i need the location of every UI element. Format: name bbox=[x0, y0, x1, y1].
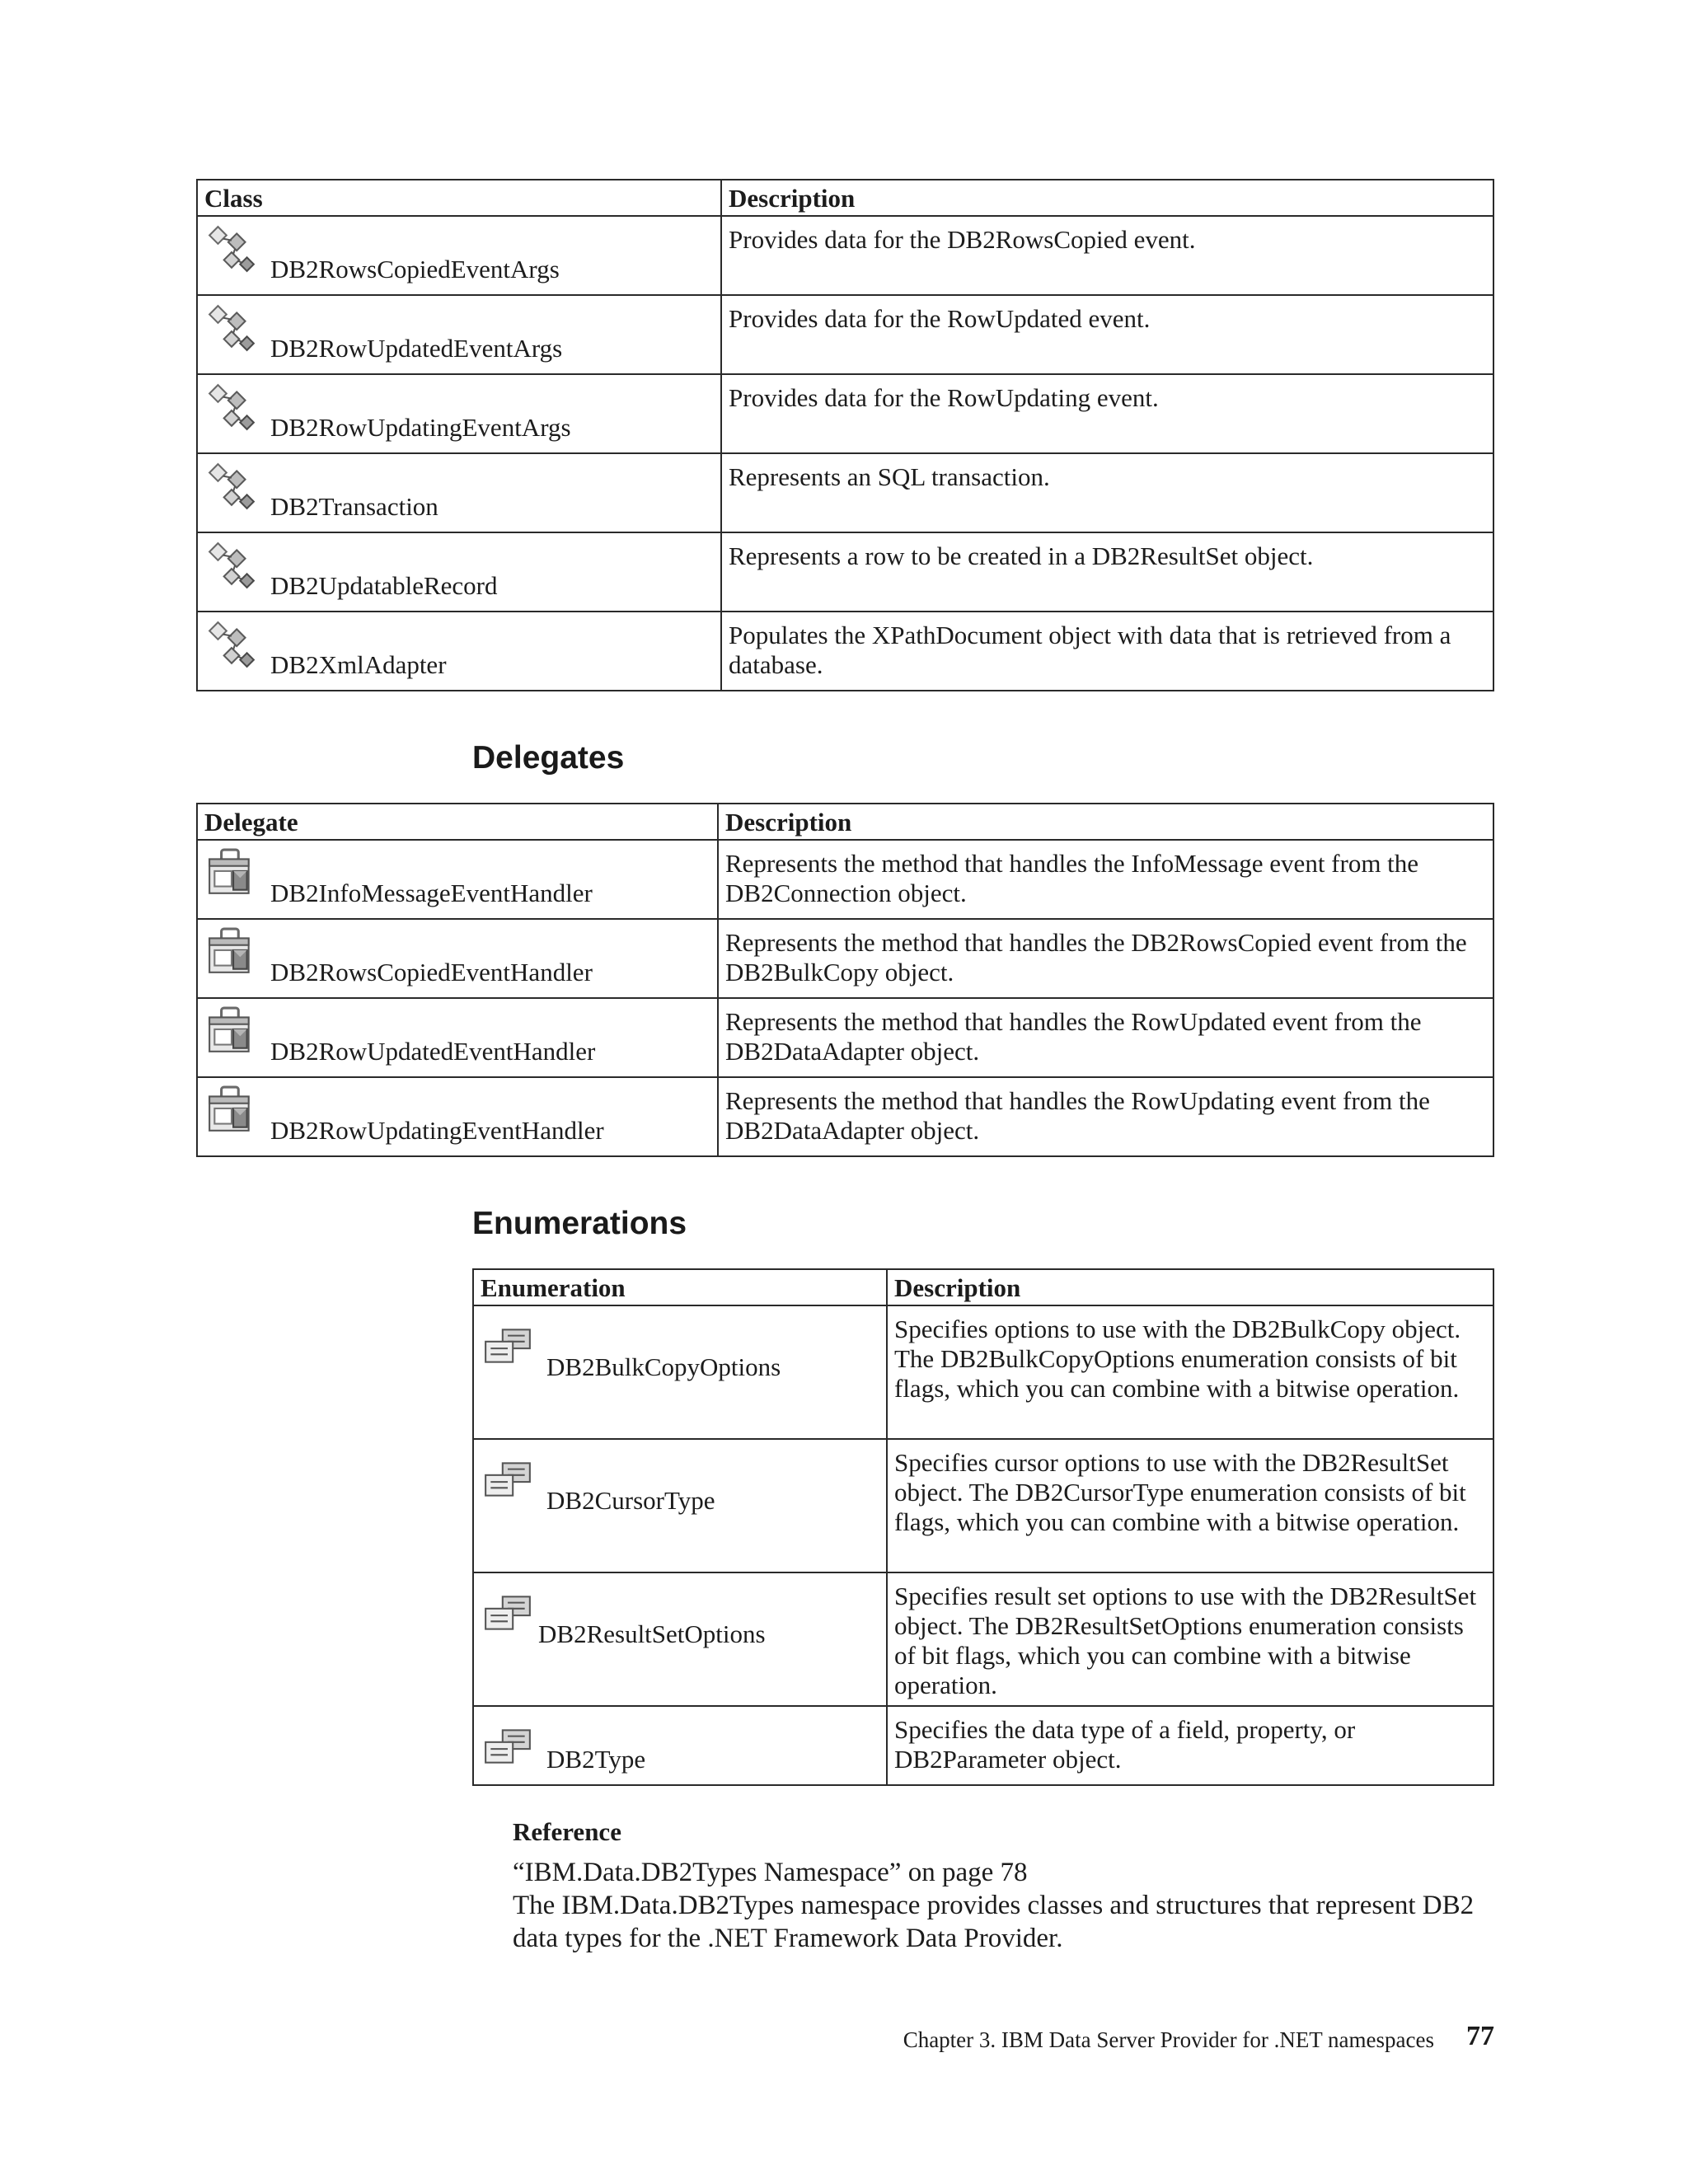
enumeration-icon bbox=[482, 1326, 533, 1366]
class-name-cell bbox=[197, 612, 721, 691]
class-icon bbox=[206, 461, 257, 512]
enumeration-description: Specifies options to use with the DB2BulkCopy object. The DB2BulkCopyOptions enumeration consists of bit flags, which you can combine with a bitwise operation. bbox=[887, 1305, 1493, 1439]
table-row bbox=[197, 216, 1493, 295]
table-row bbox=[197, 998, 1493, 1077]
enumeration-description: Specifies result set options to use with the DB2ResultSet object. The DB2ResultSetOptions enumeration consists of bit flags, which you can combine with a bitwise operation. bbox=[887, 1572, 1493, 1706]
class-table bbox=[196, 179, 1494, 691]
class-description: Provides data for the DB2RowsCopied event. bbox=[721, 216, 1493, 295]
table-row bbox=[197, 295, 1493, 374]
class-header: Class bbox=[197, 180, 721, 216]
class-name[interactable]: DB2XmlAdapter bbox=[270, 650, 447, 679]
table-row bbox=[197, 453, 1493, 532]
reference-heading: Reference bbox=[513, 1817, 621, 1846]
class-icon bbox=[206, 540, 257, 591]
enumeration-name[interactable]: DB2CursorType bbox=[546, 1486, 715, 1515]
table-row bbox=[197, 840, 1493, 919]
table-row bbox=[473, 1439, 1493, 1572]
class-name[interactable]: DB2RowsCopiedEventArgs bbox=[270, 255, 560, 284]
enumeration-header: Enumeration bbox=[473, 1269, 887, 1305]
table-header-row bbox=[197, 804, 1493, 840]
table-header-row bbox=[197, 180, 1493, 216]
class-name[interactable]: DB2Transaction bbox=[270, 492, 438, 521]
table-row bbox=[473, 1706, 1493, 1785]
class-name-cell bbox=[197, 374, 721, 453]
class-name[interactable]: DB2RowUpdatingEventArgs bbox=[270, 413, 571, 442]
class-icon bbox=[206, 302, 257, 354]
delegate-header: Delegate bbox=[197, 804, 718, 840]
class-name-cell bbox=[197, 216, 721, 295]
page-number: 77 bbox=[1466, 2021, 1494, 2051]
delegate-name[interactable]: DB2RowUpdatingEventHandler bbox=[270, 1116, 604, 1145]
delegates-heading: Delegates bbox=[472, 740, 625, 776]
enumeration-icon bbox=[482, 1460, 533, 1499]
table-header-row bbox=[473, 1269, 1493, 1305]
class-description: Represents an SQL transaction. bbox=[721, 453, 1493, 532]
enumeration-name[interactable]: DB2Type bbox=[546, 1745, 646, 1774]
table-row bbox=[197, 612, 1493, 691]
delegate-description: Represents the method that handles the DB2RowsCopied event from the DB2BulkCopy object. bbox=[718, 919, 1493, 998]
delegate-name-cell bbox=[197, 998, 718, 1077]
enumeration-name[interactable]: DB2BulkCopyOptions bbox=[546, 1352, 781, 1381]
table-row bbox=[197, 532, 1493, 612]
table-row bbox=[197, 919, 1493, 998]
footer-chapter-title: Chapter 3. IBM Data Server Provider for .NET namespaces bbox=[903, 2027, 1434, 2052]
class-icon bbox=[206, 382, 257, 433]
class-name-cell bbox=[197, 295, 721, 374]
class-description: Populates the XPathDocument object with data that is retrieved from a database. bbox=[721, 612, 1493, 691]
class-description: Provides data for the RowUpdating event. bbox=[721, 374, 1493, 453]
delegate-table bbox=[196, 803, 1494, 1157]
enumeration-icon bbox=[482, 1727, 533, 1766]
delegate-icon bbox=[206, 847, 257, 898]
table-row bbox=[473, 1305, 1493, 1439]
table-row bbox=[197, 374, 1493, 453]
delegate-description: Represents the method that handles the RowUpdated event from the DB2DataAdapter object. bbox=[718, 998, 1493, 1077]
class-name[interactable]: DB2UpdatableRecord bbox=[270, 571, 498, 600]
class-description: Represents a row to be created in a DB2ResultSet object. bbox=[721, 532, 1493, 612]
delegate-icon bbox=[206, 1005, 257, 1057]
description-header: Description bbox=[887, 1269, 1493, 1305]
delegate-name[interactable]: DB2InfoMessageEventHandler bbox=[270, 879, 593, 907]
class-name[interactable]: DB2RowUpdatedEventArgs bbox=[270, 334, 563, 363]
enumeration-icon bbox=[482, 1593, 533, 1633]
class-icon bbox=[206, 223, 257, 274]
table-row bbox=[473, 1572, 1493, 1706]
enumeration-name[interactable]: DB2ResultSetOptions bbox=[538, 1619, 766, 1648]
enumeration-name-cell bbox=[473, 1572, 887, 1706]
delegate-name-cell bbox=[197, 1077, 718, 1156]
reference-link[interactable]: “IBM.Data.DB2Types Namespace” on page 78 bbox=[513, 1858, 1028, 1887]
delegate-icon bbox=[206, 1085, 257, 1136]
enumeration-description: Specifies cursor options to use with the DB2ResultSet object. The DB2CursorType enumeration consists of bit flags, which you can combine with a bitwise operation. bbox=[887, 1439, 1493, 1572]
delegate-description: Represents the method that handles the InfoMessage event from the DB2Connection object. bbox=[718, 840, 1493, 919]
description-header: Description bbox=[721, 180, 1493, 216]
enumeration-table bbox=[472, 1268, 1494, 1786]
enumeration-name-cell bbox=[473, 1439, 887, 1572]
enumeration-description: Specifies the data type of a field, property, or DB2Parameter object. bbox=[887, 1706, 1493, 1785]
delegate-name[interactable]: DB2RowsCopiedEventHandler bbox=[270, 958, 593, 987]
delegate-description: Represents the method that handles the RowUpdating event from the DB2DataAdapter object. bbox=[718, 1077, 1493, 1156]
delegate-icon bbox=[206, 926, 257, 977]
delegate-name-cell bbox=[197, 840, 718, 919]
delegate-name[interactable]: DB2RowUpdatedEventHandler bbox=[270, 1037, 596, 1066]
enumeration-name-cell bbox=[473, 1706, 887, 1785]
description-header: Description bbox=[718, 804, 1493, 840]
class-description: Provides data for the RowUpdated event. bbox=[721, 295, 1493, 374]
class-name-cell bbox=[197, 532, 721, 612]
class-icon bbox=[206, 619, 257, 670]
class-name-cell bbox=[197, 453, 721, 532]
delegate-name-cell bbox=[197, 919, 718, 998]
enumeration-name-cell bbox=[473, 1305, 887, 1439]
table-row bbox=[197, 1077, 1493, 1156]
enumerations-heading: Enumerations bbox=[472, 1206, 687, 1241]
reference-description: The IBM.Data.DB2Types namespace provides classes and structures that represent DB2 data types for the .NET Framework Data Provider. bbox=[513, 1891, 1475, 1953]
